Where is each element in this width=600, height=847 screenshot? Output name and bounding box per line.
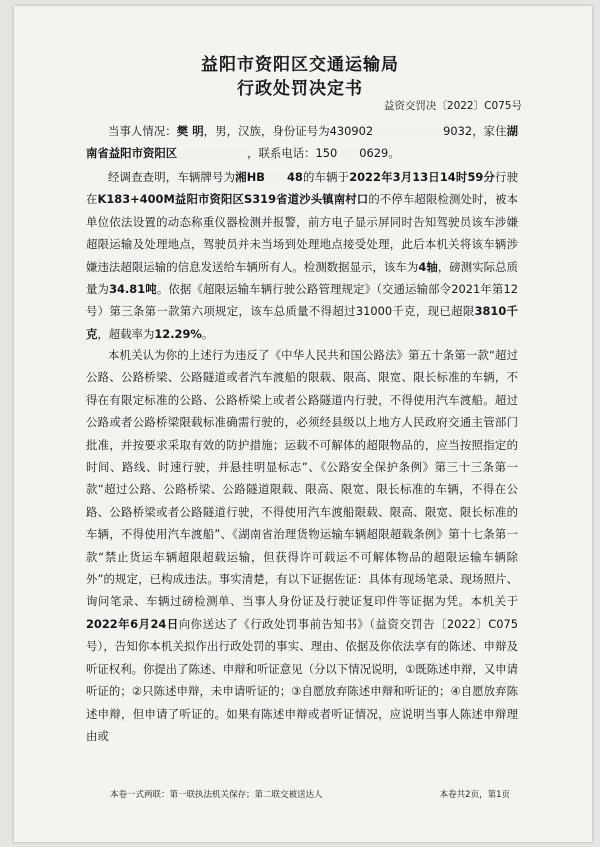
legal-basis-text: 本机关认为你的上述行为违反了《中华人民共和国公路法》第五十条第一款“超过公路、公路桥梁、公路隧道或者汽车渡船的限载、限高、限宽、限长标准的车辆，不得在有限定标准的公路、公路桥梁上或者公路隧道内行驶，不得使用汽车渡船。超过公路或者公路桥梁限载标准确需行驶的，必须经县级以上地方人民政府交通主管部门批准，并按要求采取有效的防护措施；运载不可解体的超限物品的，应当按照指定的时间、路线、时速行驶，并悬挂明显标志”、《公路安全保护条例》第三十三条第一款“超过公路、公路桥梁、公路隧道限载、限高、限宽、限长标准的车辆，不得在公路、公路桥梁或者公路隧道行驶，不得使用汽车渡船限载、限高、限宽、限长标准的车辆，不得使用汽车渡船”、《湖南省治理货物运输车辆超限超载条例》第十七条第一款“禁止货运车辆超限超载运输，但获得许可载运不可解体物品的超限运输车辆除外”的规定，已构成违法。事实清楚，有以下证据佐证：具体有现场笔录、现场照片、询问笔录、车辆过磅检测单、当事人身份证及行驶证复印件等证据为凭。本机关于 [86,348,518,609]
phone-start: 150 [315,146,338,161]
document-number: 益资交罚决〔2022〕C075号 [383,100,522,112]
party-info-paragraph [86,120,518,165]
facts-text: 的车辆于 [302,170,350,184]
axle-count: 4轴 [418,259,438,274]
punctuation: 。 [201,326,214,341]
overload-rate: 12.29% [154,326,202,341]
plate-number-start: 湘HB [235,170,265,184]
facts-text: ，超载率为 [97,326,155,341]
issuing-organization: 益阳市资阳区交通运输局 [201,55,399,75]
redaction-mark [177,149,247,159]
legal-basis-paragraph [86,344,518,747]
address-part-1: 湖 [506,124,518,138]
phone-end: 0629 [359,146,389,161]
facts-text: 。依据《超限运输车辆行驶公路管理规定》（交通运输部令2021年第12号）第三条第一款第六项规定，该车总质量不得超过31000千克，现已超限 [86,282,518,319]
facts-text: 的不停车超限检测处时，被本单位依法设置的动态称重仪器检测并报警，前方电子显示屏同时告知驾驶员该车涉嫌超限运输及处理地点，驾驶员并未当场到处理地点接受处理，此后本机关将该车辆涉嫌违法超限运输的信息发送给车辆所有人。检测数据显示，该车为 [86,192,518,274]
violation-location: K183+400M益阳市资阳区S319省道沙头镇南村口 [97,192,369,207]
notice-date: 2022年6月24日 [86,616,179,631]
overweight-amount: 3810千克 [86,304,518,341]
party-info-text: ，男，汉族，身份证号为 [203,124,330,138]
party-name: 樊 明 [176,124,204,138]
address-label: ，家住 [472,124,507,138]
legal-basis-text: 向你送达了《行政处罚事前告知书》（益资交罚告〔2022〕C075号），告知你本机关拟作出行政处罚的事实、理由、依据及你依法享有的陈述、申辩及听证权利。你提出了陈述、申辩和听证意见（分以下情况说明，①既陈述申辩，又申请听证的；②只陈述申辩，未申请听证的；③自愿放弃陈述申辩和听证的；④自愿放弃陈述申辩，但申请了听证的。如果有陈述申辩或者听证情况，应说明当事人陈述申辩理由或 [86,616,518,743]
facts-paragraph [86,166,518,345]
violation-datetime: 2022年3月13日14时59分 [349,170,496,184]
footer-page-number: 本卷共2页，第1页 [439,790,510,800]
document-title: 行政处罚决定书 [237,79,363,99]
facts-text: 行驶在 [86,170,518,207]
redaction-mark [265,173,287,183]
measured-weight: 34.81吨 [109,282,157,297]
facts-text: ，磅测实际总质量为 [86,259,518,297]
party-label: 当事人情况： [108,124,177,138]
redaction-mark [373,127,443,137]
punctuation: 。 [388,146,400,161]
id-number-start: 430902 [329,124,374,138]
id-number-end: 9032 [443,124,473,138]
redaction-mark [337,149,359,159]
facts-text: 经调查查明，车辆牌号为 [108,170,236,184]
address-part-2: 南省益阳市资阳区 [86,146,178,161]
plate-number-end: 48 [286,170,303,184]
phone-label: ，联系电话： [247,146,316,161]
page-footer [110,788,510,800]
footer-copies-note: 本卷一式两联：第一联执法机关保存；第二联交被送达人 [110,790,323,800]
